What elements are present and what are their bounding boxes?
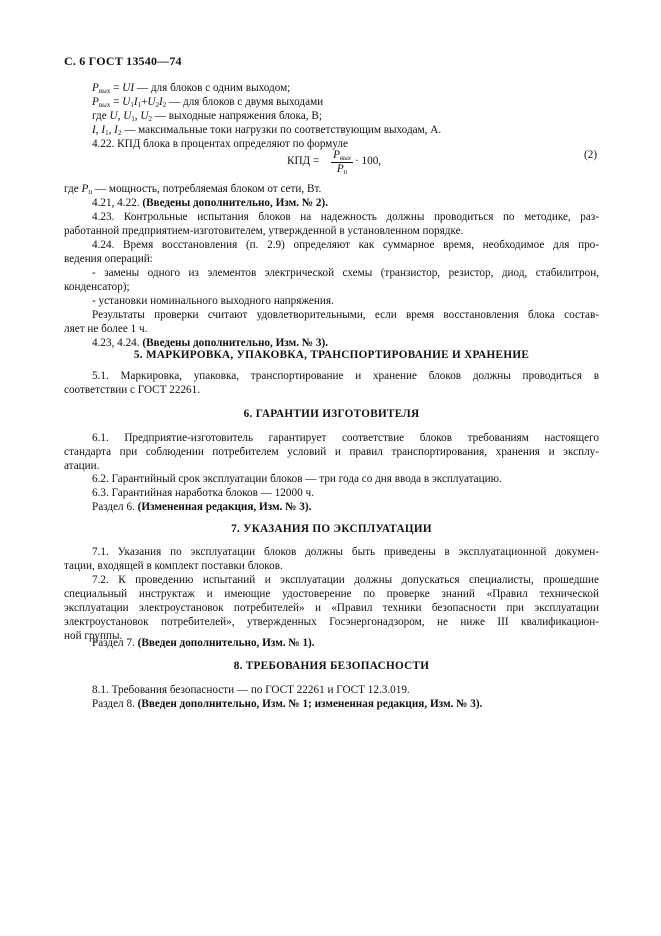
p-out-single-text: — для блоков с одним выходом; xyxy=(136,82,291,94)
amendment-section-8 xyxy=(92,697,599,711)
paragraph-7-1-line1: 7.1. Указания по эксплуатации блоков должны быть приведены в эксплуатационной докумен- xyxy=(92,546,599,558)
formula-lhs: КПД = xyxy=(287,155,320,167)
amendment-section-6 xyxy=(92,500,599,514)
paragraph-4-22: 4.22. КПД блока в процентах определяют по формуле xyxy=(92,138,348,150)
paragraph-7-2-line4: электроустановок потребителей», утвержденных Госэнергонадзором, не ниже III квалификацион- xyxy=(64,616,599,628)
formula-denominator: $P_п$ xyxy=(336,163,348,176)
currents-text: — максимальные токи нагрузки по соответствующим выходам, А. xyxy=(124,124,442,136)
where-p-line: где $P_п$ — мощность, потребляемая блоком от сети, Вт. xyxy=(64,183,322,196)
paragraph-4-23-line2: работанной предприятием-изготовителем, утвержденной в установленном порядке. xyxy=(64,225,464,237)
amendment-4-23 xyxy=(92,336,599,350)
paragraph-4-24-line3: - замены одного из элементов электрической схемы (транзистор, резистор, диод, стабилитрон, xyxy=(92,267,599,279)
page-header: С. 6 ГОСТ 13540—74 xyxy=(64,54,182,68)
amendment-ref: 4.21, 4.22. xyxy=(92,197,140,209)
amendment-text: (Введен дополнительно, Изм. № 1). xyxy=(137,637,315,649)
amendment-ref: Раздел 7. xyxy=(92,637,135,649)
amendment-text: (Введены дополнительно, Изм. № 3). xyxy=(142,337,329,349)
paragraph-7-2-line2: специальный инструктаж и имеющие удостоверение по проверке знаний «Правил технической xyxy=(64,588,599,600)
paragraph-7-2-line5: ной группы. xyxy=(64,630,123,642)
paragraph-4-24-line1: 4.24. Время восстановления (п. 2.9) определяют как суммарное время, необходимое для про- xyxy=(92,239,599,251)
paragraph-5-1-line2: соответствии с ГОСТ 22261. xyxy=(64,384,201,396)
paragraph-4-24-line2: ведения операций: xyxy=(64,253,153,265)
p-out-single-line: $P_{вых}$ = UI — для блоков с одним выходом; xyxy=(92,82,291,95)
paragraph-7-2-line3: эксплуатации электроустановок потребителей» и «Правил техники безопасности при эксплуатации xyxy=(64,602,599,614)
where-u-prefix: где xyxy=(92,110,107,122)
section-8-heading: 8. ТРЕБОВАНИЯ БЕЗОПАСНОСТИ xyxy=(233,660,430,672)
p-out-double-text: — для блоков с двумя выходами xyxy=(169,96,324,108)
section-7-heading: 7. УКАЗАНИЯ ПО ЭКСПЛУАТАЦИИ xyxy=(231,523,432,535)
amendment-ref: Раздел 8. xyxy=(92,698,135,710)
paragraph-6-1-line1: 6.1. Предприятие-изготовитель гарантирует соответствие блоков требованиям настоящего xyxy=(92,432,599,444)
where-p-prefix: где xyxy=(64,183,79,195)
amendment-ref: Раздел 6. xyxy=(92,501,135,513)
formula-rhs: · 100, xyxy=(355,155,382,167)
amendment-text: (Введен дополнительно, Изм. № 1; измененная редакция, Изм. № 3). xyxy=(137,698,483,710)
paragraph-6-1-line2: стандарта при соблюдении потребителем условий и правил транспортирования, хранения и эксплу- xyxy=(64,446,599,458)
paragraph-4-24-line7: ляет не более 1 ч. xyxy=(64,323,148,335)
amendment-4-21 xyxy=(92,196,599,210)
amendment-text: (Введены дополнительно, Изм. № 2). xyxy=(142,197,329,209)
paragraph-6-2: 6.2. Гарантийный срок эксплуатации блоков — три года со дня ввода в эксплуатацию. xyxy=(92,473,502,485)
where-u-text: — выходные напряжения блока, В; xyxy=(154,110,322,122)
paragraph-4-24-line5: - установки номинального выходного напряжения. xyxy=(92,295,334,307)
amendment-ref: 4.23, 4.24. xyxy=(92,337,140,349)
p-out-double-line: $P_{вых} = U_1I_1+U_2I_2$ — для блоков с двумя выходами xyxy=(92,96,324,109)
where-u-line: где U, $U_1$, $U_2$ — выходные напряжения блока, В; xyxy=(92,110,322,123)
paragraph-4-24-line4: конденсатор); xyxy=(64,281,130,293)
where-p-text: — мощность, потребляемая блоком от сети, Вт. xyxy=(94,183,322,195)
equation-number: (2) xyxy=(584,149,598,161)
paragraph-7-2-line1: 7.2. К проведению испытаний и эксплуатации должны допускаться специалисты, прошедшие xyxy=(92,574,599,586)
paragraph-6-3: 6.3. Гарантийная наработка блоков — 12000 ч. xyxy=(92,487,314,499)
paragraph-8-1: 8.1. Требования безопасности — по ГОСТ 22261 и ГОСТ 12.3.019. xyxy=(92,684,410,696)
paragraph-6-1-line3: атации. xyxy=(64,460,100,472)
amendment-text: (Измененная редакция, Изм. № 3). xyxy=(137,501,312,513)
paragraph-7-1-line2: тации, входящей в комплект поставки блоков. xyxy=(64,560,283,572)
formula-numerator: $P_{вых}$ xyxy=(333,149,351,162)
paragraph-5-1-line1: 5.1. Маркировка, упаковка, транспортирование и хранение блоков должны проводиться в xyxy=(92,370,599,382)
currents-line: I, $I_1$, $I_2$ — максимальные токи нагрузки по соответствующим выходам, А. xyxy=(92,124,442,137)
amendment-section-7 xyxy=(92,636,599,650)
section-6-heading: 6. ГАРАНТИИ ИЗГОТОВИТЕЛЯ xyxy=(243,408,420,420)
paragraph-4-23-line1: 4.23. Контрольные испытания блоков на надежность должны проводиться по методике, раз- xyxy=(92,211,599,223)
section-5-heading: 5. МАРКИРОВКА, УПАКОВКА, ТРАНСПОРТИРОВАНИЕ И ХРАНЕНИЕ xyxy=(133,349,530,361)
paragraph-4-24-line6: Результаты проверки считают удовлетворительными, если время восстановления блока состав- xyxy=(92,309,599,321)
